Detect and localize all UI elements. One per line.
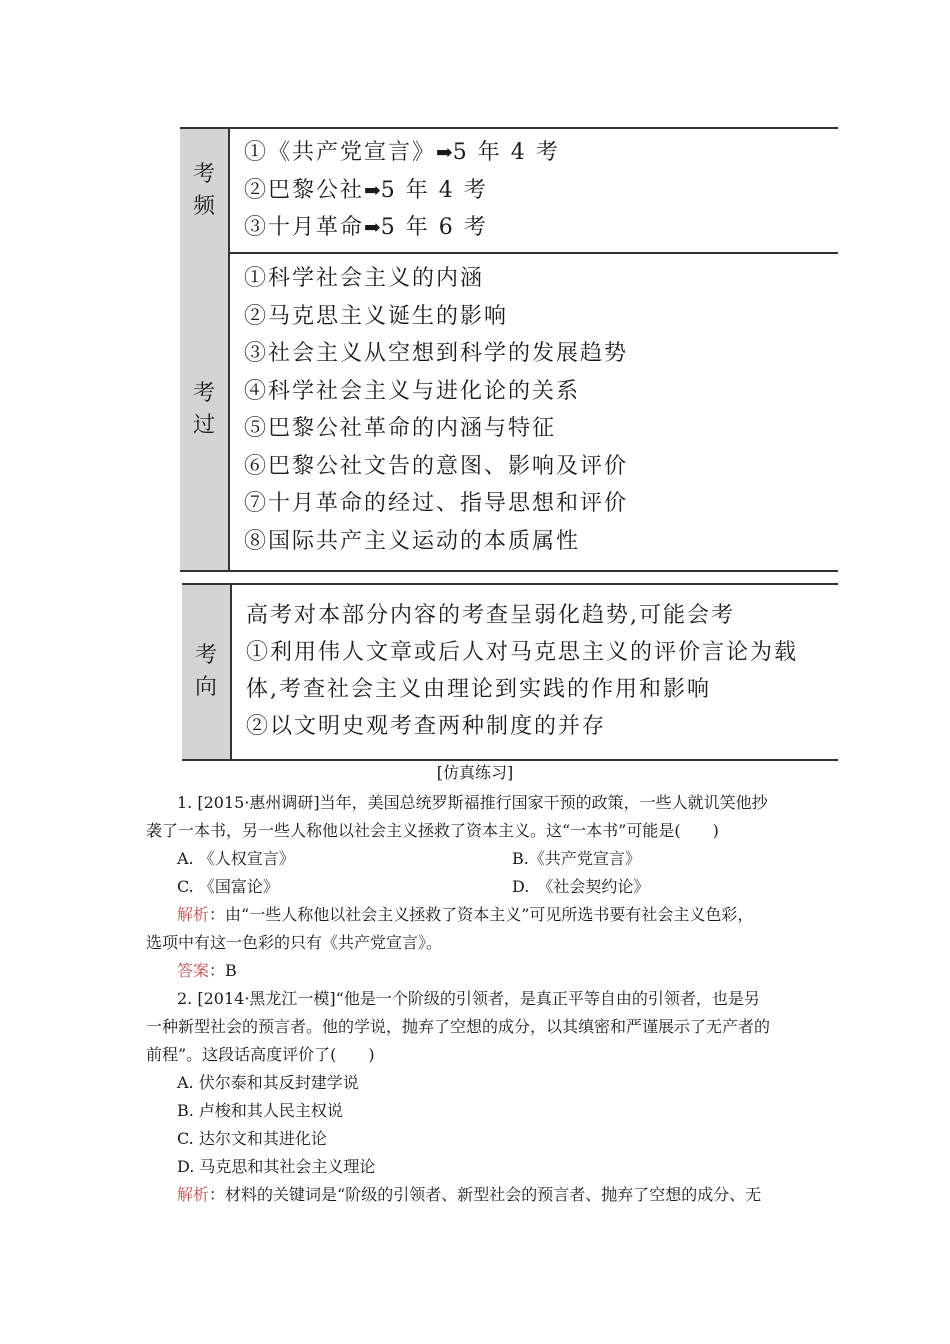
option-c: C. 达尔文和其进化论 — [177, 1129, 327, 1148]
trend-line: ①利用伟人文章或后人对马克思主义的评价言论为载 — [246, 640, 799, 665]
question-1-options — [177, 845, 817, 901]
question-2-analysis — [146, 1181, 812, 1209]
arrow-right-icon: ➡ — [364, 177, 381, 202]
practice-title: [仿真练习] — [436, 763, 514, 782]
trend-label — [182, 585, 230, 759]
points-box — [180, 250, 838, 572]
analysis-label: 解析 — [177, 905, 210, 924]
question-2-line-1: 2. [2014·黑龙江一模]“他是一个阶级的引领者，是真正平等自由的引领者，也是另 — [177, 989, 760, 1008]
analysis-text: ：由“一些人称他以社会主义拯救了资本主义”可见所选书要有社会主义色彩， — [209, 905, 754, 924]
point-item: ②马克思主义诞生的影响 — [244, 303, 509, 329]
question-2-line-2: 一种新型社会的预言者。他的学说，抛弃了空想的成分，以其缜密和严谨展示了无产者的 — [146, 1017, 771, 1036]
answer-value: ：B — [209, 961, 237, 980]
trend-text — [246, 597, 832, 745]
trend-label-char-2: 向 — [194, 675, 217, 700]
question-1-line-2: 袭了一本书，另一些人称他以社会主义拯救了资本主义。这“一本书”可能是( ) — [146, 821, 719, 840]
points-label — [180, 250, 228, 570]
question-2-line-3: 前程”。这段话高度评价了( ) — [146, 1045, 375, 1064]
arrow-right-icon: ➡ — [436, 140, 453, 164]
question-2 — [146, 985, 812, 1069]
option-a: A. 《人权宣言》 — [177, 849, 295, 868]
frequency-item — [244, 134, 832, 172]
frequency-count: 5 年 6 考 — [380, 215, 488, 240]
frequency-count: 5 年 4 考 — [452, 140, 560, 165]
analysis-text-line-2: 选项中有这一色彩的只有《共产党宣言》。 — [146, 933, 443, 952]
question-2-options — [177, 1069, 817, 1181]
points-label-char-1: 考 — [192, 381, 215, 406]
frequency-topic: ②巴黎公社 — [244, 177, 365, 203]
option-b: B. 卢梭和其人民主权说 — [177, 1101, 343, 1120]
frequency-list — [244, 134, 832, 247]
trend-label-char-1: 考 — [194, 643, 217, 668]
option-d: D. 马克思和其社会主义理论 — [177, 1157, 376, 1176]
trend-box — [182, 583, 838, 761]
trend-line: 高考对本部分内容的考查呈弱化趋势,可能会考 — [246, 603, 735, 628]
analysis-text: ：材料的关键词是“阶级的引领者、新型社会的预言者、抛弃了空想的成分、无 — [209, 1185, 762, 1204]
analysis-label: 解析 — [177, 1185, 210, 1204]
option-d: D. 《社会契约论》 — [512, 877, 650, 896]
divider — [228, 250, 230, 570]
question-1-analysis — [146, 901, 812, 985]
point-item: ④科学社会主义与进化论的关系 — [244, 378, 581, 404]
points-label-char-2: 过 — [192, 413, 215, 438]
frequency-label-char-1: 考 — [192, 161, 215, 187]
frequency-item — [244, 172, 832, 210]
frequency-topic: ③十月革命 — [244, 215, 365, 240]
frequency-box — [180, 127, 838, 254]
arrow-right-icon: ➡ — [364, 215, 381, 239]
frequency-count: 5 年 4 考 — [380, 177, 488, 203]
option-a: A. 伏尔泰和其反封建学说 — [177, 1073, 359, 1092]
point-item: ①科学社会主义的内涵 — [244, 266, 485, 291]
frequency-label — [180, 129, 228, 252]
points-list — [244, 260, 832, 560]
question-1-line-1: 1. [2015·惠州调研]当年，美国总统罗斯福推行国家干预的政策，一些人就讥笑他抄 — [177, 793, 768, 812]
trend-line: ②以文明史观考查两种制度的并存 — [246, 714, 607, 739]
point-item: ③社会主义从空想到科学的发展趋势 — [244, 341, 629, 366]
trend-line: 体,考查社会主义由理论到实践的作用和影响 — [246, 677, 711, 702]
frequency-topic: ①《共产党宣言》 — [244, 140, 437, 165]
divider — [230, 585, 232, 759]
option-b: B.《共产党宣言》 — [512, 849, 641, 868]
question-1 — [146, 789, 812, 845]
divider — [228, 129, 230, 252]
point-item: ⑤巴黎公社革命的内涵与特征 — [244, 416, 557, 441]
frequency-item — [244, 209, 832, 247]
point-item: ⑥巴黎公社文告的意图、影响及评价 — [244, 453, 629, 479]
point-item: ⑦十月革命的经过、指导思想和评价 — [244, 491, 629, 516]
answer-label: 答案 — [177, 961, 210, 980]
option-c: C. 《国富论》 — [177, 877, 279, 896]
point-item: ⑧国际共产主义运动的本质属性 — [244, 528, 581, 554]
frequency-label-char-2: 频 — [192, 193, 215, 219]
